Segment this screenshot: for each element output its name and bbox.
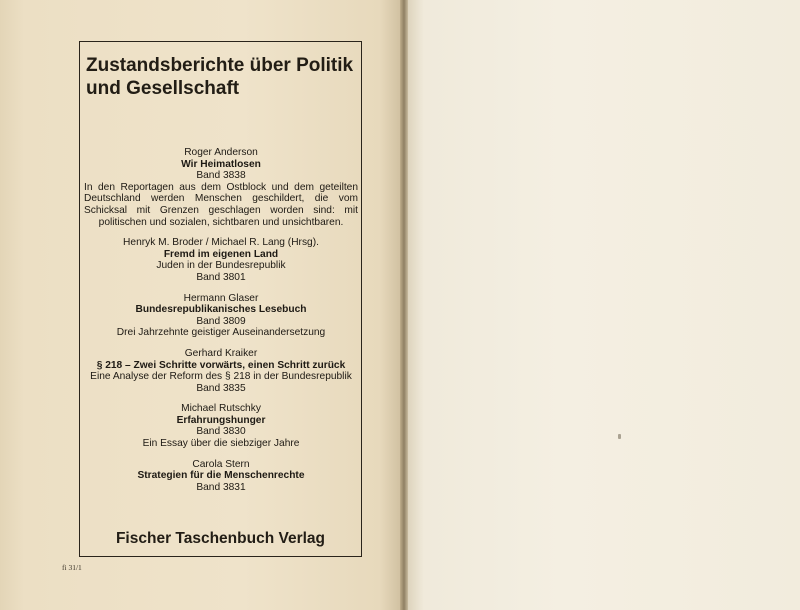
entry-description: Juden in der Bundesrepublik (156, 260, 286, 272)
title-line-1: Zustandsberichte über Politik (86, 55, 354, 76)
entry-title: § 218 – Zwei Schritte vorwärts, einen Schritt zurück (96, 359, 346, 371)
entry-description: Eine Analyse der Reform des § 218 in der Bundesrepublik (90, 371, 352, 383)
entry-description: Ein Essay über die siebziger Jahre (142, 438, 300, 450)
entry-author: Michael Rutschky (181, 403, 261, 415)
book-spine (400, 0, 408, 610)
book-entry-broder-lang (84, 237, 358, 283)
entry-description: In den Reportagen aus dem Ostblock und dem geteilten Deutschland werden Menschen geschildert, die vom Schicksal mit Grenzen geschlagen worden sind: mit politischen und sozialen, sichtbaren und unsichtbaren. (84, 181, 358, 228)
entry-title: Fremd im eigenen Land (163, 248, 279, 260)
book-entry-kraiker (84, 348, 358, 394)
entry-title: Bundesrepublikanisches Lesebuch (135, 304, 307, 316)
entry-volume: Band 3830 (196, 426, 246, 438)
entry-title: Erfahrungshunger (176, 414, 266, 426)
print-code: fi 31/1 (62, 563, 82, 572)
entry-author: Roger Anderson (184, 147, 258, 158)
publisher-name: Fischer Taschenbuch Verlag (115, 530, 326, 547)
entry-author: Carola Stern (192, 458, 250, 470)
entry-title: Strategien für die Menschenrechte (137, 470, 305, 482)
right-page-blank (404, 0, 800, 610)
title-line-2: und Gesellschaft (86, 78, 240, 99)
paper-speck (618, 434, 621, 439)
entry-title: Wir Heimatlosen (181, 158, 261, 170)
entry-author: Gerhard Kraiker (184, 347, 258, 359)
book-entry-glaser (84, 293, 358, 339)
entry-volume: Band 3838 (196, 170, 246, 182)
book-entry-rutschky (84, 403, 358, 449)
book-list (84, 147, 358, 502)
book-entry-stern (84, 459, 358, 494)
entry-volume: Band 3831 (196, 481, 246, 493)
entry-author: Hermann Glaser (183, 292, 259, 304)
entry-volume: Band 3835 (196, 382, 246, 394)
entry-author: Henryk M. Broder / Michael R. Lang (Hrsg). (123, 237, 319, 249)
entry-volume: Band 3809 (196, 315, 246, 327)
entry-description: Drei Jahrzehnte geistiger Auseinandersetzung (116, 327, 326, 339)
entry-volume: Band 3801 (196, 271, 246, 283)
book-entry-anderson (84, 147, 358, 228)
page-title (86, 54, 361, 100)
